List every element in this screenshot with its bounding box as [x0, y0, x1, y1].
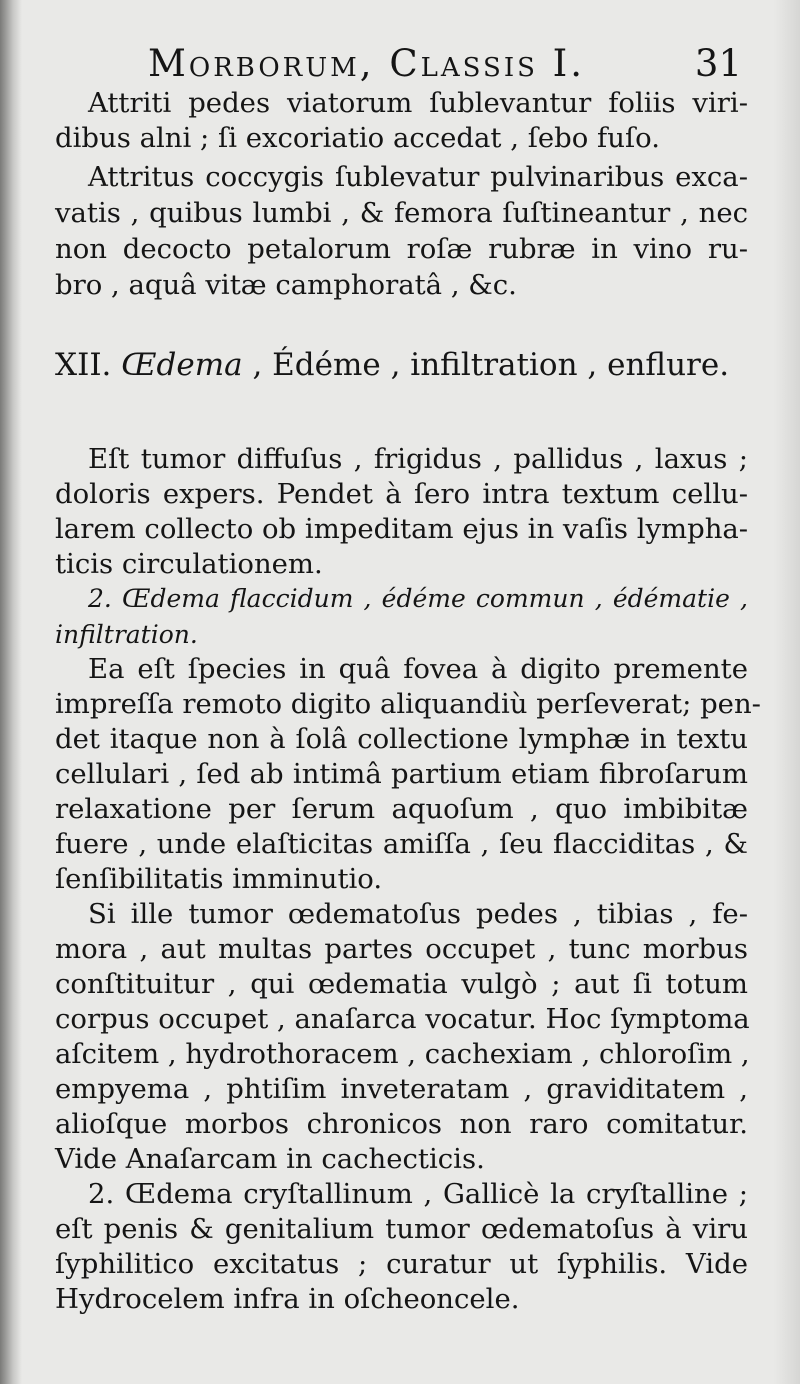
text-line: Eſt tumor diffuſus , frigidus , pallidus , laxus ;: [88, 443, 748, 475]
section-vernacular-terms: , Édéme , infiltration , enflure.: [252, 347, 730, 383]
text-line: Si ille tumor œdematoſus pedes , tibias , fe-: [88, 898, 748, 930]
text-line: Ea eſt ſpecies in quâ fovea à digito premente: [88, 653, 748, 685]
section-latin-term: Œdema: [121, 347, 243, 383]
text-line: Hydrocelem infra in oſcheoncele.: [55, 1283, 520, 1315]
text-line: Attriti pedes viatorum ſublevantur foliis viri-: [88, 87, 748, 119]
subsection-title: infiltration.: [55, 620, 198, 649]
subsection-title: 2. Œdema flaccidum , édéme commun , édématie ,: [88, 584, 748, 613]
text-line: ſyphilitico excitatus ; curatur ut ſyphilis. Vide: [55, 1248, 748, 1280]
text-line: aſcitem , hydrothoracem , cachexiam , chloroſim ,: [55, 1038, 750, 1070]
text-line: eſt penis & genitalium tumor œdematoſus à viru: [55, 1213, 748, 1245]
section-number: XII.: [55, 347, 112, 383]
text-line: doloris expers. Pendet à ſero intra textum cellu-: [55, 478, 748, 510]
text-line: corpus occupet , anaſarca vocatur. Hoc ſymptoma: [55, 1003, 750, 1035]
text-line: mora , aut multas partes occupet , tunc morbus: [55, 933, 748, 965]
text-line: Vide Anaſarcam in cachecticis.: [55, 1143, 485, 1175]
running-title: Morborum, Classis I.: [148, 42, 586, 85]
text-line: fuere , unde elaſticitas amiſſa , ſeu flacciditas , &: [55, 828, 748, 860]
text-line: ticis circulationem.: [55, 548, 323, 580]
text-line: bro , aquâ vitæ camphoratâ , &c.: [55, 269, 517, 301]
text-line: impreſſa remoto digito aliquandiù perſeverat; pen-: [55, 688, 761, 720]
text-line: vatis , quibus lumbi , & femora ſuſtineantur , nec: [55, 197, 748, 229]
text-line: non decocto petalorum roſæ rubræ in vino ru-: [55, 233, 748, 265]
text-line: det itaque non à ſolâ collectione lymphæ in textu: [55, 723, 748, 755]
text-line: larem collecto ob impeditam ejus in vaſis lympha-: [55, 513, 749, 545]
text-line: alioſque morbos chronicos non raro comitatur.: [55, 1108, 748, 1140]
page-edge: [774, 0, 800, 1384]
page-number: 31: [694, 42, 742, 85]
text-line: dibus alni ; ſi excoriatio accedat , ſebo fuſo.: [55, 122, 660, 154]
text-line: relaxatione per ſerum aquoſum , quo imbibitæ: [55, 793, 748, 825]
text-line: cellulari , ſed ab intimâ partium etiam fibroſarum: [55, 758, 748, 790]
text-line: Attritus coccygis ſublevatur pulvinaribus exca-: [88, 161, 748, 193]
text-line: conſtituitur , qui œdematia vulgò ; aut ſi totum: [55, 968, 748, 1000]
page-binding-shadow: [0, 0, 22, 1384]
text-line: 2. Œdema cryſtallinum , Gallicè la cryſtalline ;: [88, 1178, 748, 1210]
text-line: ſenſibilitatis imminutio.: [55, 863, 383, 895]
section-heading: [55, 347, 750, 383]
text-line: empyema , phtiſim inveteratam , graviditatem ,: [55, 1073, 748, 1105]
